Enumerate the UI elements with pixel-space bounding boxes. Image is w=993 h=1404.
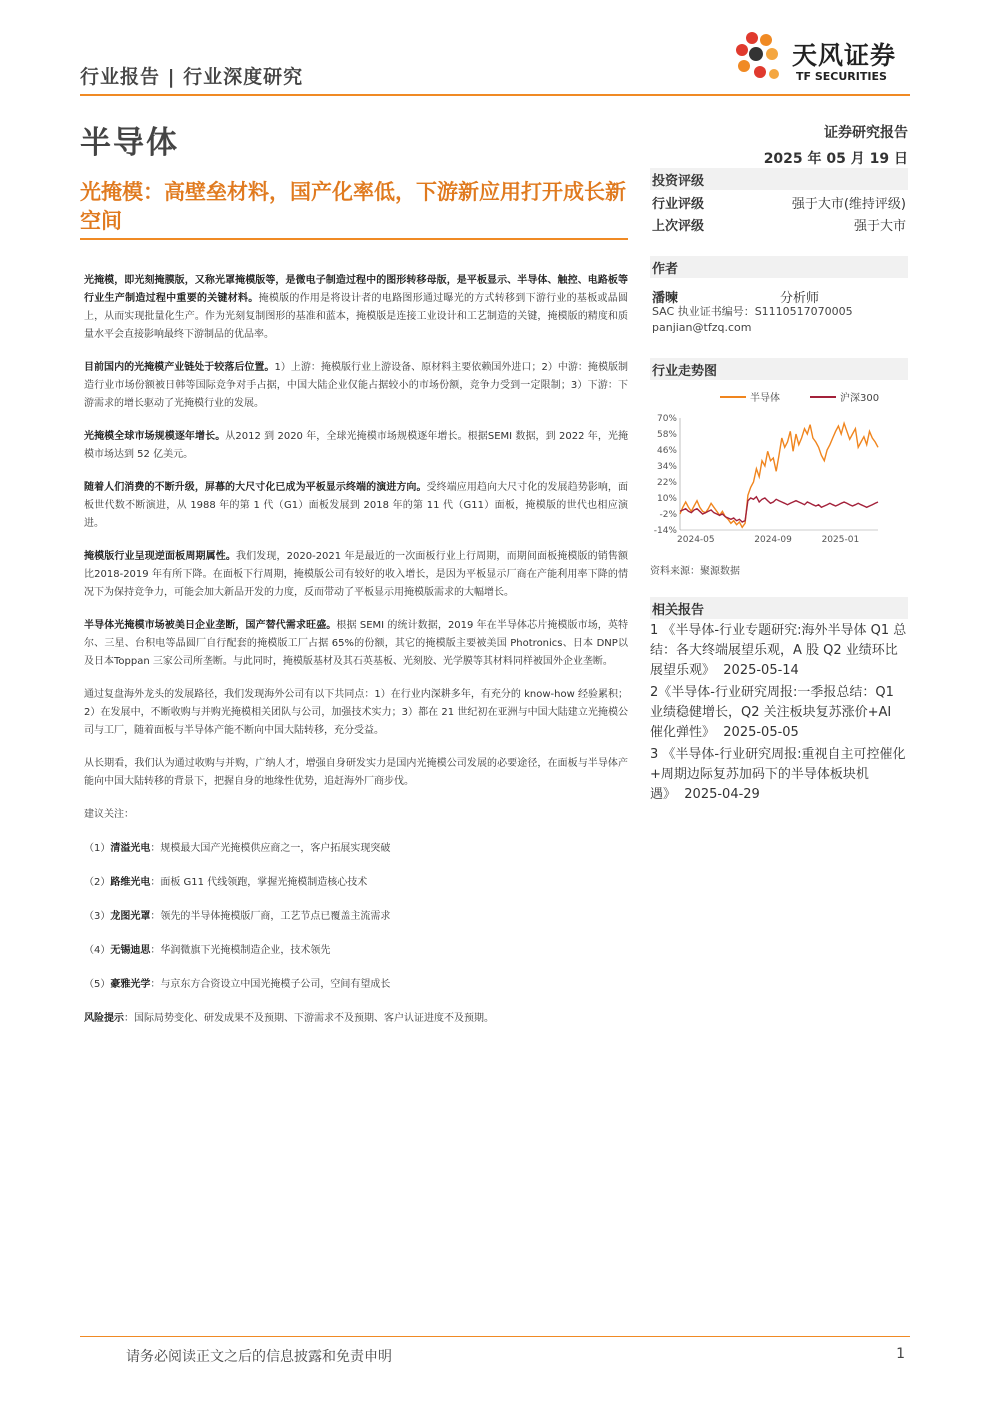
series-line — [680, 497, 878, 522]
page-number: 1 — [896, 1346, 905, 1362]
y-tick-label: 46% — [656, 446, 677, 456]
title-divider — [80, 238, 628, 240]
x-tick-label: 2024-05 — [677, 535, 715, 545]
paragraph: 目前国内的光掩模产业链处于较落后位置。1）上游：掩模版行业上游设备、原材料主要依赖国外进口；2）中游：掩模版制造行业市场份额被日韩等国际竞争对手占据，中国大陆企业仅能占据较小的市场份额，竞争力受到一定限制；3）下游：下游需求的增长驱动了光掩模行业的发展。 — [84, 362, 629, 409]
industry-rating-row: 行业评级 强于大市(维持评级) — [652, 197, 906, 212]
paragraph: 光掩模，即光刻掩膜版，又称光罩掩模版等，是微电子制造过程中的图形转移母版，是平板显示、半导体、触控、电路板等行业生产制造过程中重要的关键材料。掩模版的作用是将设计者的电路图形通过曝光的方式转移到下游行业的基板或晶圆上，从而实现批量化生产。作为光刻复制图形的基准和蓝本，掩模版是连接工业设计和工艺制造的关键，掩模版的精度和质量水平会直接影响最终下游制品的优品率。 — [84, 275, 629, 340]
recommendation: （3）龙图光罩：领先的半导体掩模版厂商，工艺节点已覆盖主流需求 — [84, 911, 391, 922]
paragraph: 掩模版行业呈现逆面板周期属性。我们发现，2020-2021 年是最近的一次面板行业上行周期，而期间面板掩模版的销售额比2018-2019 年有所下降。在面板下行周期，掩模版公司有较好的收入增长，是因为平板显示厂商在产能利用率下降的情况下为保持竞争力，可能会加大新品开发的力度，反而带动了平板显示用掩模版需求的大幅增长。 — [84, 551, 629, 598]
footer-disclaimer: 请务必阅读正文之后的信息披露和免责申明 — [126, 1349, 392, 1365]
series-line — [680, 423, 878, 527]
paragraph: 通过复盘海外龙头的发展路径，我们发现海外公司有以下共同点：1）在行业内深耕多年，有充分的 know-how 经验累积；2）在发展中，不断收购与并购光掩模相关团队与公司，加强技术实力；3）都在 21 世纪初在亚洲与中国大陆建立光掩模公司与工厂，随着面板与半导体产能不断向中国大陆转移，充分受益。 — [84, 689, 628, 736]
flower-logo-icon — [730, 26, 790, 88]
trend-chart-svg — [650, 384, 908, 550]
chart-section — [650, 358, 908, 380]
y-tick-label: 58% — [656, 430, 677, 440]
related-report-item[interactable]: 3 《半导体-行业研究周报:重视自主可控催化+周期边际复苏加码下的半导体板块机遇》 2025-04-29 — [650, 747, 906, 802]
author-row — [650, 284, 908, 304]
legend-label: 沪深300 — [840, 393, 880, 404]
related-reports — [650, 597, 908, 805]
y-tick-label: 22% — [656, 478, 677, 488]
paragraph: 随着人们消费的不断升级，屏幕的大尺寸化已成为平板显示终端的演进方向。受终端应用趋向大尺寸化的发展趋势影响，面板世代数不断演进，从 1988 年的第 1 代（G1）面板发展到 2018 年的第 11 代（G11）面板，掩模版的世代也相应演进。 — [84, 482, 629, 529]
recommendation: （5）豪雅光学：与京东方合资设立中国光掩模子公司，空间有望成长 — [84, 979, 391, 990]
header-divider — [80, 94, 910, 96]
related-section-title: 相关报告 — [650, 597, 908, 619]
y-tick-label: -14% — [653, 526, 677, 536]
related-report-item[interactable]: 1 《半导体-行业专题研究:海外半导体 Q1 总结：各大终端展望乐观，A 股 Q2 业绩环比展望乐观》 2025-05-14 — [650, 623, 907, 678]
report-category: 行业报告 | 行业深度研究 — [80, 66, 304, 88]
rating-panel — [650, 168, 908, 234]
paragraph: 半导体光掩模市场被美日企业垄断，国产替代需求旺盛。根据 SEMI 的统计数据，2019 年在半导体芯片掩模版市场，英特尔、三星、台积电等晶圆厂自行配套的掩模版工厂占据 65%的份额，其它的掩模版主要被美国 Photronics、日本 DNP以及日本Toppan 三家公司所垄断。与此同时，掩模版基材及其石英基板、光刻胶、光学膜等其材料同样被国外企业垄断。 — [84, 620, 629, 667]
y-tick-label: 70% — [656, 414, 677, 424]
rating-section-title: 投资评级 — [650, 168, 908, 190]
industry-name: 半导体 — [80, 125, 179, 161]
y-tick-label: 34% — [656, 462, 677, 472]
logo-en: TF SECURITIES — [796, 70, 887, 83]
report-type: 证券研究报告 — [824, 125, 908, 141]
report-body — [84, 272, 628, 1043]
x-tick-label: 2025-01 — [821, 535, 860, 545]
paragraph: 光掩模全球市场规模逐年增长。从2012 到 2020 年，全球光掩模市场规模逐年增长。根据SEMI 数据，到 2022 年，光掩模市场达到 52 亿美元。 — [84, 431, 628, 460]
recommendation: （1）清溢光电：规模最大国产光掩模供应商之一，客户拓展实现突破 — [84, 843, 391, 854]
suggest-label: 建议关注： — [84, 809, 134, 820]
trend-chart — [650, 384, 908, 550]
author-section-title: 作者 — [650, 256, 908, 278]
last-rating-row: 上次评级 强于大市 — [652, 219, 906, 234]
legend-label: 半导体 — [750, 393, 780, 404]
report-date: 2025 年 05 月 19 日 — [763, 151, 908, 167]
company-logo — [730, 26, 920, 88]
author-name: 潘暕 — [652, 291, 679, 306]
related-report-item[interactable]: 2《半导体-行业研究周报:一季报总结：Q1 业绩稳健增长，Q2 关注板块复苏涨价+AI 催化弹性》 2025-05-05 — [650, 685, 894, 740]
footer-divider — [80, 1336, 910, 1337]
risk-warning: 风险提示：国际局势变化、研发成果不及预期、下游需求不及预期、客户认证进度不及预期。 — [84, 1013, 494, 1024]
author-email[interactable]: panjian@tfzq.com — [652, 321, 752, 334]
report-title: 光掩模：高壁垒材料，国产化率低，下游新应用打开成长新空间 — [80, 180, 626, 233]
logo-cn: 天风证券 — [792, 41, 897, 70]
chart-source: 资料来源：聚源数据 — [650, 566, 740, 577]
y-tick-label: -2% — [659, 510, 677, 520]
y-tick-label: 10% — [656, 494, 677, 504]
author-role: 分析师 — [780, 291, 820, 306]
recommendation: （4）无锡迪思：华润微旗下光掩模制造企业，技术领先 — [84, 945, 331, 956]
paragraph: 从长期看，我们认为通过收购与并购，广纳人才，增强自身研发实力是国内光掩模公司发展的必要途径，在面板与半导体产能向中国大陆转移的背景下，把握自身的地缘性优势，追赶海外厂商步伐。 — [84, 758, 628, 787]
author-panel — [650, 256, 908, 336]
chart-section-title: 行业走势图 — [650, 358, 908, 380]
x-tick-label: 2024-09 — [754, 535, 792, 545]
author-sac: SAC 执业证书编号：S1110517070005 — [652, 305, 853, 318]
recommendation: （2）路维光电：面板 G11 代线领跑，掌握光掩模制造核心技术 — [84, 877, 368, 888]
